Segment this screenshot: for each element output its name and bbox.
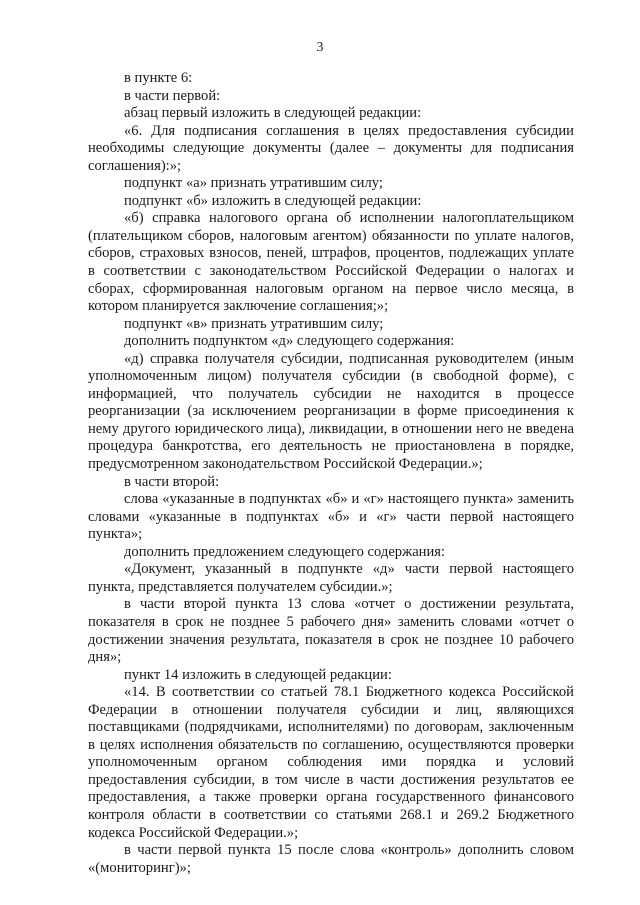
paragraph: подпункт «а» признать утратившим силу;	[124, 175, 383, 192]
paragraph: в части первой:	[124, 87, 221, 104]
paragraph: «6. Для подписания соглашения в целях предоставления субсидии необходимы следующие документы (далее – документы для подписания соглашения):»;	[88, 122, 574, 174]
paragraph: «б) справка налогового органа об исполнении налогоплательщиком (плательщиком сборов, налоговым агентом) обязанности по уплате налогов, сборов, страховых взносов, пеней, штрафов, процентов, подлежащих уплате в соответствии с законодательством Российской Федерации о налогах и сборах, сформированная налоговым органом на первое число месяца, в котором планируется заключение соглашения;»;	[88, 210, 574, 315]
paragraph: подпункт «б» изложить в следующей редакции:	[124, 192, 422, 209]
paragraph: дополнить подпунктом «д» следующего содержания:	[124, 333, 455, 350]
paragraph: «14. В соответствии со статьей 78.1 Бюджетного кодекса Российской Федерации в отношении получателя субсидии и лиц, являющихся поставщиками (подрядчиками, исполнителями) по договорам, заключенным в целях исполнения обязательств по соглашению, осуществляются проверки уполномоченным органом соблюдения ими порядка и условий предоставления субсидии, в том числе в части достижения результатов ее предоставления, а также проверки органа государственного финансового контроля области в соответствии со статьями 268.1 и 269.2 Бюджетного кодекса Российской Федерации.»;	[88, 684, 574, 841]
paragraph: в части второй:	[124, 473, 220, 490]
paragraph: в части второй пункта 13 слова «отчет о достижении результата, показателя в срок не позднее 5 рабочего дня» заменить словами «отчет о достижении значения результата, показателя в срок не позднее 10 рабочего дня»;	[88, 596, 574, 666]
paragraph: пункт 14 изложить в следующей редакции:	[124, 666, 392, 683]
paragraph: «д) справка получателя субсидии, подписанная руководителем (иным уполномоченным лицом) получателя субсидии (в свободной форме), с информацией, что получатель субсидии не находится в процессе реорганизации (за исключением реорганизации в форме присоединения к нему другого юридического лица), ликвидации, в отношении него не введена процедура банкротства, его деятельность не приостановлена в порядке, предусмотренном законодательством Российской Федерации.»;	[88, 350, 574, 473]
paragraph: «Документ, указанный в подпункте «д» части первой настоящего пункта, представляется получателем субсидии.»;	[88, 561, 574, 595]
paragraph: в части первой пункта 15 после слова «контроль» дополнить словом «(мониторинг)»;	[88, 842, 574, 876]
page-number: 3	[316, 40, 324, 55]
paragraph: абзац первый изложить в следующей редакции:	[124, 105, 422, 122]
paragraph: подпункт «в» признать утратившим силу;	[124, 315, 384, 332]
paragraph: дополнить предложением следующего содержания:	[124, 543, 446, 560]
document-body	[88, 70, 574, 877]
paragraph: слова «указанные в подпунктах «б» и «г» настоящего пункта» заменить словами «указанные в подпунктах «б» и «г» части первой настоящего пункта»;	[88, 491, 574, 543]
paragraph: в пункте 6:	[124, 70, 193, 86]
